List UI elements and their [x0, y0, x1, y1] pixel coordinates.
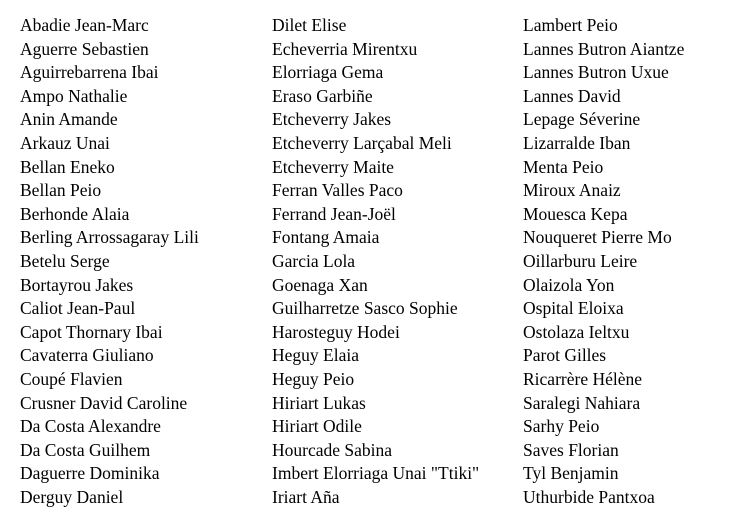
name-entry: Nouqueret Pierre Mo — [523, 227, 672, 248]
name-entry: Fontang Amaia — [272, 227, 380, 248]
name-entry: Bortayrou Jakes — [20, 274, 134, 295]
name-entry: Berhonde Alaia — [20, 203, 130, 224]
name-entry: Lizarralde Iban — [523, 132, 631, 153]
name-entry: Saves Florian — [523, 439, 619, 460]
name-entry: Daguerre Dominika — [20, 463, 160, 484]
name-entry: Derguy Daniel — [20, 486, 124, 507]
name-entry: Tyl Benjamin — [523, 463, 619, 484]
name-entry: Lannes David — [523, 85, 621, 106]
name-entry: Ricarrère Hélène — [523, 368, 643, 389]
name-entry: Da Costa Guilhem — [20, 439, 151, 460]
name-entry: Abadie Jean-Marc — [20, 15, 149, 35]
name-entry: Heguy Elaia — [272, 345, 359, 366]
name-entry: Imbert Elorriaga Unai "Ttiki" — [272, 463, 480, 484]
name-entry: Hiriart Lukas — [272, 392, 366, 413]
name-entry: Eraso Garbiñe — [272, 85, 373, 106]
name-entry: Hourcade Sabina — [272, 439, 393, 460]
name-entry: Etcheverry Jakes — [272, 109, 392, 130]
names-column-3 — [523, 14, 684, 509]
names-column-1 — [20, 14, 199, 509]
name-entry: Cavaterra Giuliano — [20, 345, 154, 366]
name-entry: Goenaga Xan — [272, 274, 368, 295]
name-entry: Guilharretze Sasco Sophie — [272, 298, 458, 319]
name-entry: Betelu Serge — [20, 250, 110, 271]
name-entry: Lannes Butron Aiantze — [523, 38, 685, 59]
name-entry: Menta Peio — [523, 156, 604, 177]
name-entry: Ferrand Jean-Joël — [272, 203, 396, 224]
name-entry: Ampo Nathalie — [20, 85, 128, 106]
name-entry: Ostolaza Ieltxu — [523, 321, 630, 342]
name-entry: Etcheverry Larçabal Meli — [272, 132, 452, 153]
names-column-2 — [272, 14, 479, 509]
name-entry: Crusner David Caroline — [20, 392, 188, 413]
name-entry: Elorriaga Gema — [272, 62, 384, 83]
name-entry: Anin Amande — [20, 109, 118, 130]
name-entry: Ferran Valles Paco — [272, 180, 403, 201]
name-entry: Bellan Eneko — [20, 156, 115, 177]
name-entry: Aguerre Sebastien — [20, 38, 149, 59]
name-entry: Hiriart Odile — [272, 416, 362, 437]
name-entry: Heguy Peio — [272, 368, 355, 389]
name-entry: Lannes Butron Uxue — [523, 62, 669, 83]
name-entry: Echeverria Mirentxu — [272, 38, 418, 59]
name-entry: Mouesca Kepa — [523, 203, 628, 224]
name-entry: Oillarburu Leire — [523, 250, 638, 271]
name-entry: Caliot Jean-Paul — [20, 298, 136, 319]
name-entry: Saralegi Nahiara — [523, 392, 641, 413]
name-entry: Lambert Peio — [523, 15, 618, 35]
name-entry: Olaizola Yon — [523, 274, 615, 295]
name-entry: Capot Thornary Ibai — [20, 321, 163, 342]
name-entry: Arkauz Unai — [20, 132, 110, 153]
name-entry: Miroux Anaiz — [523, 180, 621, 201]
name-entry: Etcheverry Maite — [272, 156, 394, 177]
name-entry: Iriart Aña — [272, 486, 340, 507]
name-entry: Da Costa Alexandre — [20, 416, 161, 437]
name-entry: Bellan Peio — [20, 180, 102, 201]
name-entry: Uthurbide Pantxoa — [523, 486, 655, 507]
name-entry: Parot Gilles — [523, 345, 607, 366]
name-entry: Garcia Lola — [272, 250, 356, 271]
name-entry: Aguirrebarrena Ibai — [20, 62, 159, 83]
name-entry: Ospital Eloixa — [523, 298, 624, 319]
name-entry: Sarhy Peio — [523, 416, 600, 437]
name-entry: Lepage Séverine — [523, 109, 641, 130]
name-entry: Coupé Flavien — [20, 368, 123, 389]
name-entry: Berling Arrossagaray Lili — [20, 227, 199, 248]
name-entry: Dilet Elise — [272, 15, 347, 35]
name-entry: Harosteguy Hodei — [272, 321, 400, 342]
